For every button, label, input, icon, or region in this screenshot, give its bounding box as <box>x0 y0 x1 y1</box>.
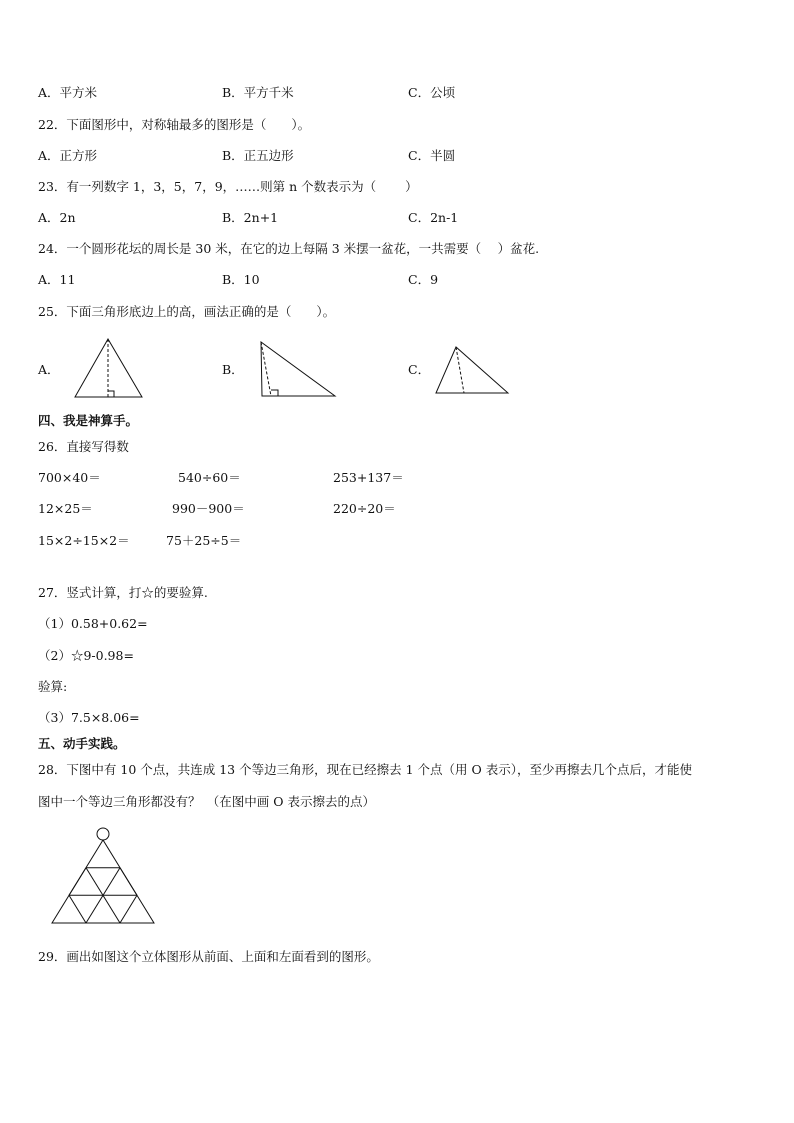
erased-point-circle <box>97 828 109 840</box>
q24-stem: 24．一个圆形花坛的周长是 30 米，在它的边上每隔 3 米摆一盆花，一共需要（ ）盆花. <box>38 241 540 256</box>
q21-option-b: B．平方千米 <box>222 85 294 100</box>
triangle-c-figure <box>432 343 514 399</box>
q27-item-2: （2）☆9-0.98= <box>38 648 134 663</box>
q22-option-c: C．半圆 <box>408 148 456 163</box>
q25-stem: 25．下面三角形底边上的高，画法正确的是（ ）。 <box>38 304 336 319</box>
q23-option-a: A．2n <box>38 210 76 225</box>
q26-item: 540÷60＝ <box>178 470 241 485</box>
dot-triangle-figure <box>48 826 158 928</box>
q27-verify-label: 验算: <box>38 679 68 694</box>
q24-option-b: B．10 <box>222 272 260 287</box>
section-4-heading: 四、我是神算手。 <box>38 413 139 428</box>
section-5-heading: 五、动手实践。 <box>38 736 126 751</box>
q27-item-3: （3）7.5×8.06= <box>38 710 140 725</box>
q26-item: 75＋25÷5＝ <box>166 533 242 548</box>
q24-option-c: C．9 <box>408 272 439 287</box>
q24-option-a: A．11 <box>38 272 76 287</box>
triangle-b-figure <box>255 338 345 400</box>
q22-option-a: A．正方形 <box>38 148 98 163</box>
q28-line-1: 28．下图中有 10 个点，共连成 13 个等边三角形，现在已经擦去 1 个点（用 O 表示），至少再擦去几个点后，才能使 <box>38 762 692 777</box>
q26-item: 253+137＝ <box>333 470 404 485</box>
triangle-a-figure <box>70 335 150 401</box>
q25-option-c: C． <box>408 362 431 377</box>
q23-option-c: C．2n-1 <box>408 210 459 225</box>
q26-item: 220÷20＝ <box>333 501 396 516</box>
q22-stem: 22．下面图形中，对称轴最多的图形是（ ）。 <box>38 117 311 132</box>
q26-item: 700×40＝ <box>38 470 101 485</box>
q25-option-b: B． <box>222 362 244 377</box>
q26-item: 990－900＝ <box>172 501 245 516</box>
q27-item-1: （1）0.58+0.62= <box>38 616 148 631</box>
q21-option-c: C．公顷 <box>408 85 456 100</box>
q26-item: 15×2÷15×2＝ <box>38 533 130 548</box>
q23-option-b: B．2n+1 <box>222 210 279 225</box>
q21-option-a: A．平方米 <box>38 85 98 100</box>
q25-option-a: A． <box>38 362 60 377</box>
q26-stem: 26．直接写得数 <box>38 439 129 454</box>
q22-option-b: B．正五边形 <box>222 148 294 163</box>
q29-stem: 29．画出如图这个立体图形从前面、上面和左面看到的图形。 <box>38 949 379 964</box>
q28-line-2: 图中一个等边三角形都没有？ （在图中画 O 表示擦去的点） <box>38 794 375 809</box>
q26-item: 12×25＝ <box>38 501 93 516</box>
q27-stem: 27．竖式计算，打☆的要验算. <box>38 585 208 600</box>
q23-stem: 23．有一列数字 1，3，5，7，9，……则第 n 个数表示为（ ） <box>38 179 418 194</box>
